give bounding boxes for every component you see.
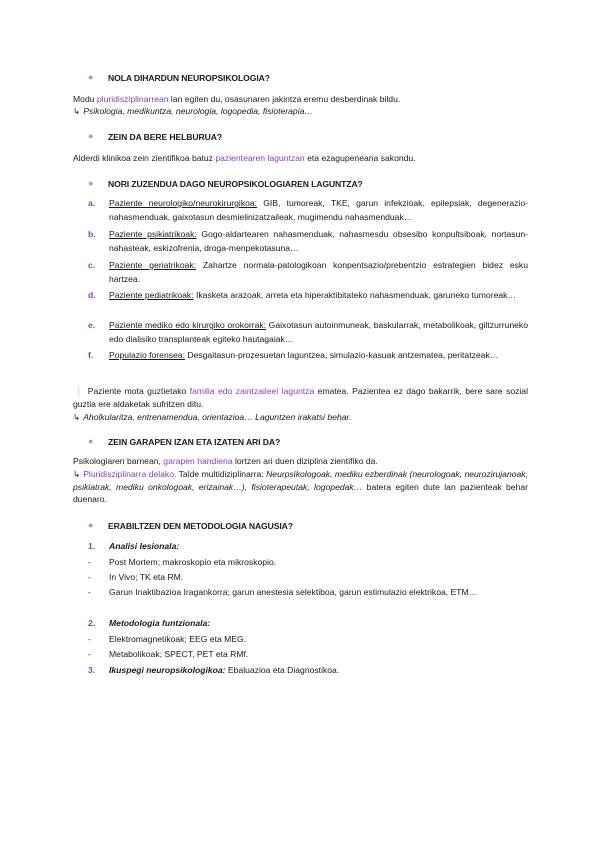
heading-section-2: ● ZEIN DA BERE HELBURUA? xyxy=(88,131,222,142)
bullet-icon: ● xyxy=(88,131,94,141)
note-section-3: ↳ Aholkularitza, entrenamendua, orientazioa… Laguntzen irakatsi behar. xyxy=(73,412,352,422)
list-item-d: d. Paziente pediatrikoak: Ikasketa arazoak, arreta eta hiperaktibitateko nahasmenduak, garuneko tumoreak… xyxy=(88,290,517,300)
heading-section-4: ● ZEIN GARAPEN IZAN ETA IZATEN ARI DA? xyxy=(88,436,281,447)
paragraph-section-2: Alderdi klinikoa zein zientifikoa batuz pazientearen laguntzan eta ezagupeneana sakondu. xyxy=(73,153,416,163)
arrow-icon: ↳ xyxy=(73,469,81,479)
heading-section-1: ● NOLA DIHARDUN NEUROPSIKOLOGIA? xyxy=(88,72,270,83)
heading-section-3: ● NORI ZUZENDUA DAGO NEUROPSIKOLOGIAREN LAGUNTZA? xyxy=(88,178,363,189)
paragraph-section-1: Modu pluridisziplinarrean lan egiten du, osasunaren jakintza eremu desberdinak bildu. xyxy=(73,94,401,104)
list-item-a: a. Paziente neurologiko/neurokirurgikoa: GIB, tumoreak, TKE, garun infekzioak, epilepsiak, degenerazio-nahasmenduak, gaixotasun desmielinizatzaileak, mugimendu nahasmenduak… xyxy=(88,198,528,222)
list-item-e: e. Paziente mediko edo kirurgiko orokorrak: Gaixotasun autoinmuneak, baskularrak, metabolikoak, giltzurruneko edo dialisiko transplanteak egiteko hautagaiak… xyxy=(88,320,528,344)
note-section-1: ↳ Psikologia, medikuntza, neurologia, logopedia, fisioterapia… xyxy=(73,106,313,116)
method-group-3: 3. Ikuspegi neuropsikologikoa: Ebaluazioa eta Diagnostikoa. xyxy=(88,665,340,675)
method-group-2: 2. Metodologia funtzionala: xyxy=(88,618,211,628)
method-item: - Post Mortem; makroskopio eta mikroskopio. xyxy=(88,557,277,567)
paragraph-section-4: Psikologiaren barnean, garapen handiena lortzen ari duen diziplina zientifiko da. xyxy=(73,456,378,466)
list-item-b: b. Paziente psikiatrikoak: Gogo-aldartearen nahasmenduak, nahasmesdu obsesibo konpultsiboak, nortasun-nahasteak, eskizofrenia, droga-menpekotasuna… xyxy=(88,229,528,253)
list-item-c: c. Paziente geriatrikoak: Zahartze normala-patologikoan konpentsazio/prebentzio estrategien bidez esku hartzea. xyxy=(88,260,528,284)
bullet-icon: ● xyxy=(88,520,94,530)
arrow-icon: ↳ xyxy=(73,412,81,422)
method-item: - Garun Inaktibazioa Iragankorra; garun anestesia selektiboa, garun estimulazio elektrikoa, ETM… xyxy=(88,587,478,597)
heading-section-5: ● ERABILTZEN DEN METODOLOGIA NAGUSIA? xyxy=(88,520,293,531)
method-item: - Metabolikoak; SPECT, PET eta RMf. xyxy=(88,649,249,659)
bullet-icon: ● xyxy=(88,178,94,188)
method-item: - In Vivo; TK eta RM. xyxy=(88,572,184,582)
method-group-1: 1. Analisi lesionala: xyxy=(88,541,180,551)
paragraph-family-support: ❕ Paziente mota guztietako familia edo zaintzaileei laguntza ematea. Pazientea ez dago bakarrik, bere sare sozial guztia ere aldaketak sufritzen ditu. xyxy=(73,386,528,409)
paragraph-section-4-team: ↳ Pluridisziplinarra delako. Talde multidiziplinarra: Neurpsikologoak, mediku ezberdinak (neurologoak, neurozirujanoak, psikiatrak, mediku onkologoak, erizainak…), fisioterapeutak, logopedak… batera egiten dute lan pazienteak behar duenaro. xyxy=(73,469,528,504)
method-item: - Elektromagnetikoak; EEG eta MEG. xyxy=(88,634,247,644)
exclamation-icon: ❕ xyxy=(73,386,85,396)
arrow-icon: ↳ xyxy=(73,106,81,116)
list-item-f: f. Populazio forensea: Desgaitasun-prozesuetan laguntzea, simulazio-kasuak antzematea, peritatzeak… xyxy=(88,350,499,360)
bullet-icon: ● xyxy=(88,436,94,446)
bullet-icon: ● xyxy=(88,72,94,82)
